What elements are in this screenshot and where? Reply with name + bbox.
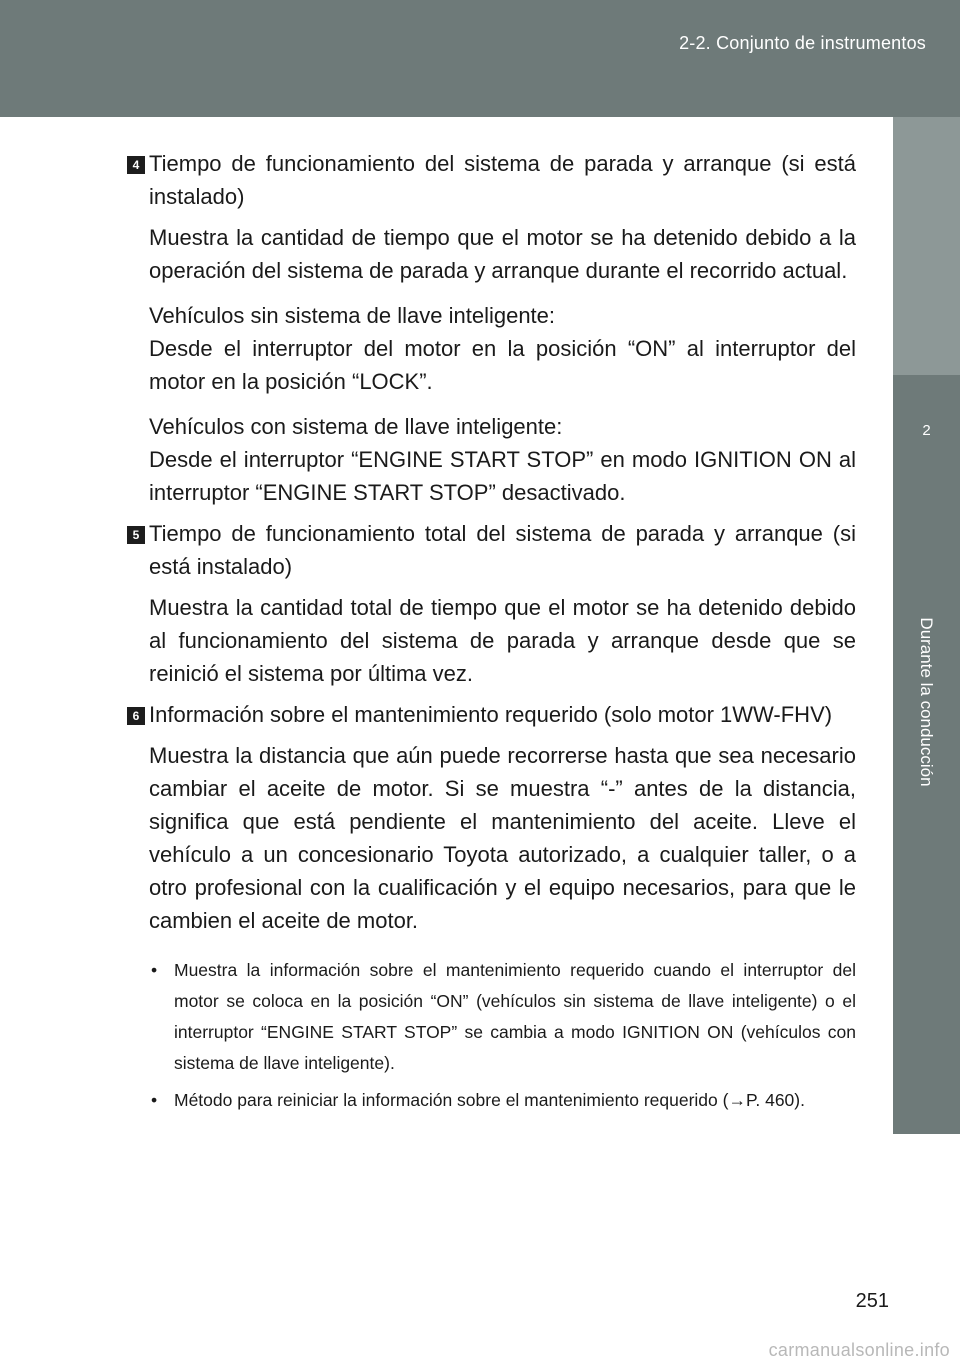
chapter-number: 2 <box>922 422 931 439</box>
note-item <box>149 955 856 1079</box>
page-number: 251 <box>855 1290 889 1312</box>
display-item-5 <box>127 517 856 690</box>
note-text-page-reference[interactable]: Método para reiniciar la información sobre el mantenimiento requerido (→P. 460). <box>174 1090 805 1110</box>
notes-list <box>149 955 856 1116</box>
bullet-icon: • <box>151 960 158 980</box>
item-title: Información sobre el mantenimiento requerido (solo motor 1WW-FHV) <box>149 702 833 727</box>
watermark: carmanualsonline.info <box>768 1340 950 1360</box>
item-condition-smart-key: Vehículos con sistema de llave inteligente: Desde el interruptor “ENGINE START STOP” en modo IGNITION ON al interruptor “ENGINE START STOP” desactivado. <box>149 414 856 505</box>
item-title: Tiempo de funcionamiento del sistema de parada y arranque (si está instalado) <box>149 151 856 209</box>
item-number-badge: 5 <box>127 526 145 544</box>
display-item-6 <box>127 698 856 937</box>
side-tab-upper-block <box>893 117 960 375</box>
item-description: Muestra la cantidad de tiempo que el motor se ha detenido debido a la operación del sistema de parada y arranque durante el recorrido actual. <box>149 225 856 283</box>
item-title: Tiempo de funcionamiento total del sistema de parada y arranque (si está instalado) <box>149 521 856 579</box>
item-condition-no-smart-key: Vehículos sin sistema de llave inteligente: Desde el interruptor del motor en la posición “ON” al interruptor del motor en la posición “LOCK”. <box>149 303 856 394</box>
chapter-side-tab <box>893 117 960 1134</box>
page-content <box>127 147 856 1116</box>
display-item-4 <box>127 147 856 509</box>
chapter-title: Durante la conducción <box>917 617 936 787</box>
note-text: Muestra la información sobre el mantenimiento requerido cuando el interruptor del motor se coloca en la posición “ON” (vehículos sin sistema de llave inteligente) o el interruptor “ENGINE START STOP” se cambia a modo IGNITION ON (vehículos con sistema de llave inteligente). <box>174 960 856 1073</box>
item-number-badge: 4 <box>127 156 145 174</box>
item-number-badge: 6 <box>127 707 145 725</box>
section-title: 2-2. Conjunto de instrumentos <box>679 33 926 53</box>
item-description: Muestra la distancia que aún puede recorrerse hasta que sea necesario cambiar el aceite de motor. Si se muestra “-” antes de la distancia, significa que está pendiente el mantenimiento del aceite. Lleve el vehículo a un concesionario Toyota autorizado, a cualquier taller, o a otro profesional con la cualificación y el equipo necesarios, para que le cambien el aceite de motor. <box>149 743 856 933</box>
note-item <box>149 1085 856 1116</box>
item-description: Muestra la cantidad total de tiempo que el motor se ha detenido debido al funcionamiento del sistema de parada y arranque desde que se reinició el sistema por última vez. <box>149 595 856 686</box>
page-header <box>0 0 960 117</box>
bullet-icon: • <box>151 1090 158 1110</box>
